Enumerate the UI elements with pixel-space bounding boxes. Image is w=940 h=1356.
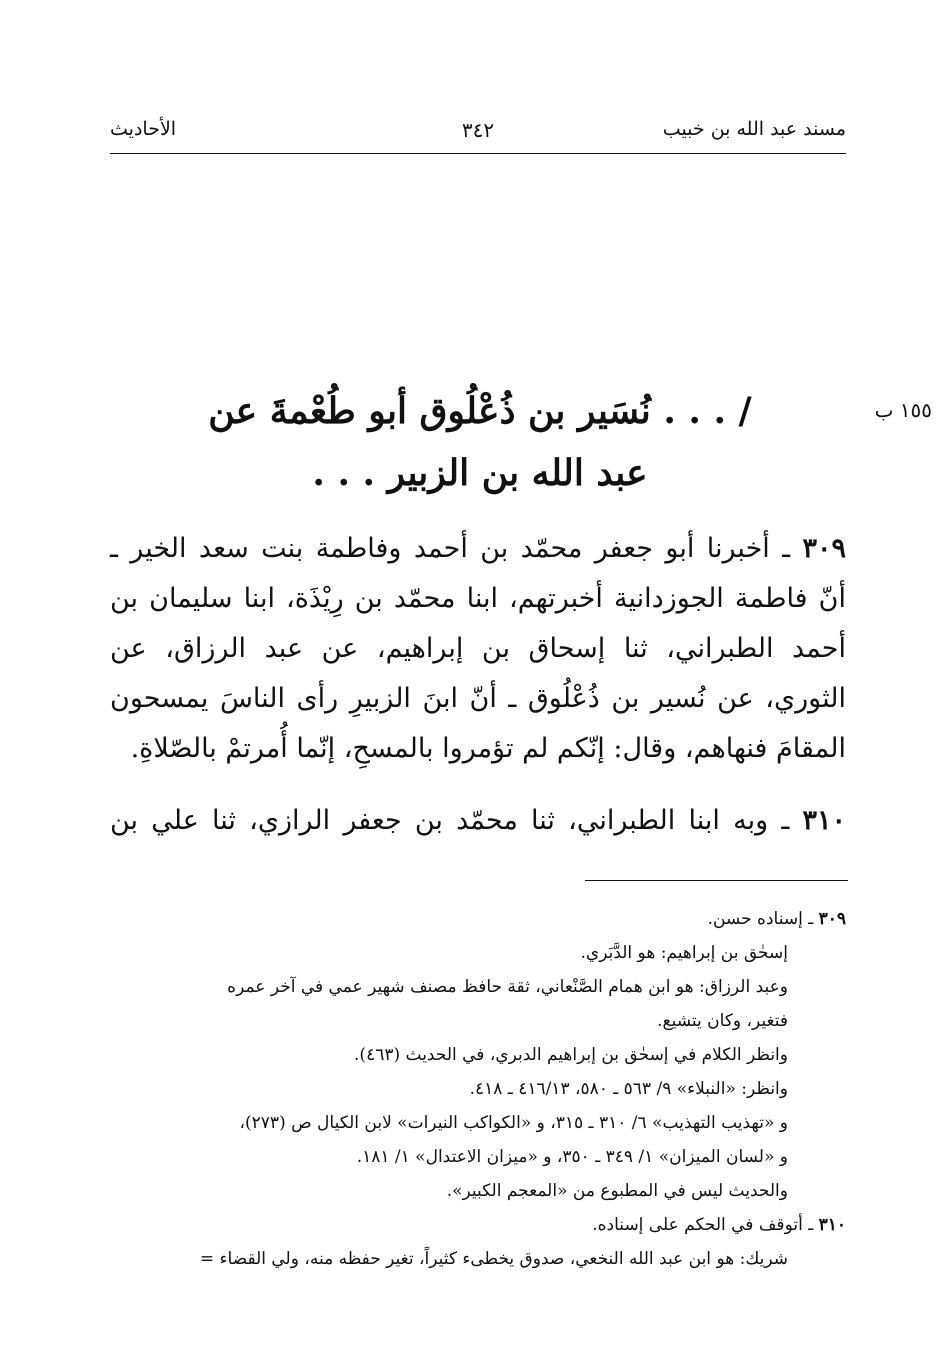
- footnote-text: ـ أتوقف في الحكم على إسناده.: [592, 1215, 814, 1235]
- section-heading: [160, 380, 800, 504]
- book-title: مسند عبد الله بن خبيب: [662, 118, 846, 140]
- footnote-line: شريك: هو ابن عبد الله النخعي، صدوق يخطىء كثيراً، تغير حفظه منه، ولي القضاء =: [199, 1249, 788, 1269]
- footnote-line: و «تهذيب التهذيب» ٦/ ٣١٠ ـ ٣١٥، و «الكواكب النيرات» لابن الكيال ص (٢٧٣)،: [239, 1113, 788, 1133]
- footnote-line: [110, 902, 846, 936]
- manuscript-folio-marker: ١٥٥ ب: [874, 398, 932, 422]
- footnote-line: [110, 1208, 846, 1242]
- footnote-line: وعبد الرزاق: هو ابن همام الصَّنْعاني، ثقة حافظ مصنف شهير عمي في آخر عمره: [227, 977, 788, 997]
- hadith-line: [110, 524, 846, 574]
- hadith-text: ـ أخبرنا أبو جعفر محمّد بن أحمد وفاطمة بنت سعد الخير ـ: [110, 533, 791, 564]
- footnote-line: وانظر: «النبلاء» ٩/ ٥٦٣ ـ ٥٨٠، ٤١٦/١٣ ـ ٤١٨.: [469, 1079, 788, 1099]
- hadith-body: [110, 524, 846, 846]
- footnote-text: ـ إسناده حسن.: [707, 909, 814, 929]
- footnote-line: وانظر الكلام في إسحٰق بن إبراهيم الدبري، في الحديث (٤٦٣).: [354, 1045, 788, 1065]
- footnote-number: ٣١٠: [818, 1215, 846, 1235]
- footnote-divider: [585, 880, 848, 881]
- footnote-number: ٣٠٩: [818, 909, 846, 929]
- footnote-line: إسحٰق بن إبراهيم: هو الدَّبَري.: [580, 943, 788, 963]
- running-header: [110, 118, 846, 154]
- section-title: الأحاديث: [110, 118, 177, 140]
- hadith-line: [110, 796, 846, 846]
- footnote-line: فتغير، وكان يتشيع.: [657, 1011, 788, 1031]
- heading-line-2: عبد الله بن الزبير . . .: [312, 452, 648, 494]
- hadith-line: المقامَ فنهاهم، وقال: إنّكم لم تؤمروا بالمسحِ، إنّما أُمرتمْ بالصّلاةِ.: [130, 733, 846, 764]
- hadith-number: ٣١٠: [802, 805, 846, 836]
- hadith-number: ٣٠٩: [802, 533, 846, 564]
- hadith-line: أحمد الطبراني، ثنا إسحاق بن إبراهيم، عن عبد الرزاق، عن: [110, 633, 846, 664]
- footnotes: [110, 902, 846, 1276]
- hadith-line: أنّ فاطمة الجوزدانية أخبرتهم، ابنا محمّد بن رِيْذَة، ابنا سليمان بن: [110, 583, 846, 614]
- footnote-line: والحديث ليس في المطبوع من «المعجم الكبير».: [446, 1181, 788, 1201]
- hadith-line: الثوري، عن نُسير بن ذُعْلُوق ـ أنّ ابنَ الزبيرِ رأى الناسَ يمسحون: [110, 683, 846, 714]
- header-divider: [110, 153, 846, 154]
- page-number: ٣٤٢: [461, 118, 495, 142]
- footnote-line: و «لسان الميزان» ١/ ٣٤٩ ـ ٣٥٠، و «ميزان الاعتدال» ١/ ١٨١.: [356, 1147, 788, 1167]
- heading-line-1: / . . . نُسَير بن ذُعْلُوق أبو طُعْمةَ عن: [208, 390, 752, 432]
- hadith-text: ـ وبه ابنا الطبراني، ثنا محمّد بن جعفر الرازي، ثنا علي بن: [110, 805, 790, 836]
